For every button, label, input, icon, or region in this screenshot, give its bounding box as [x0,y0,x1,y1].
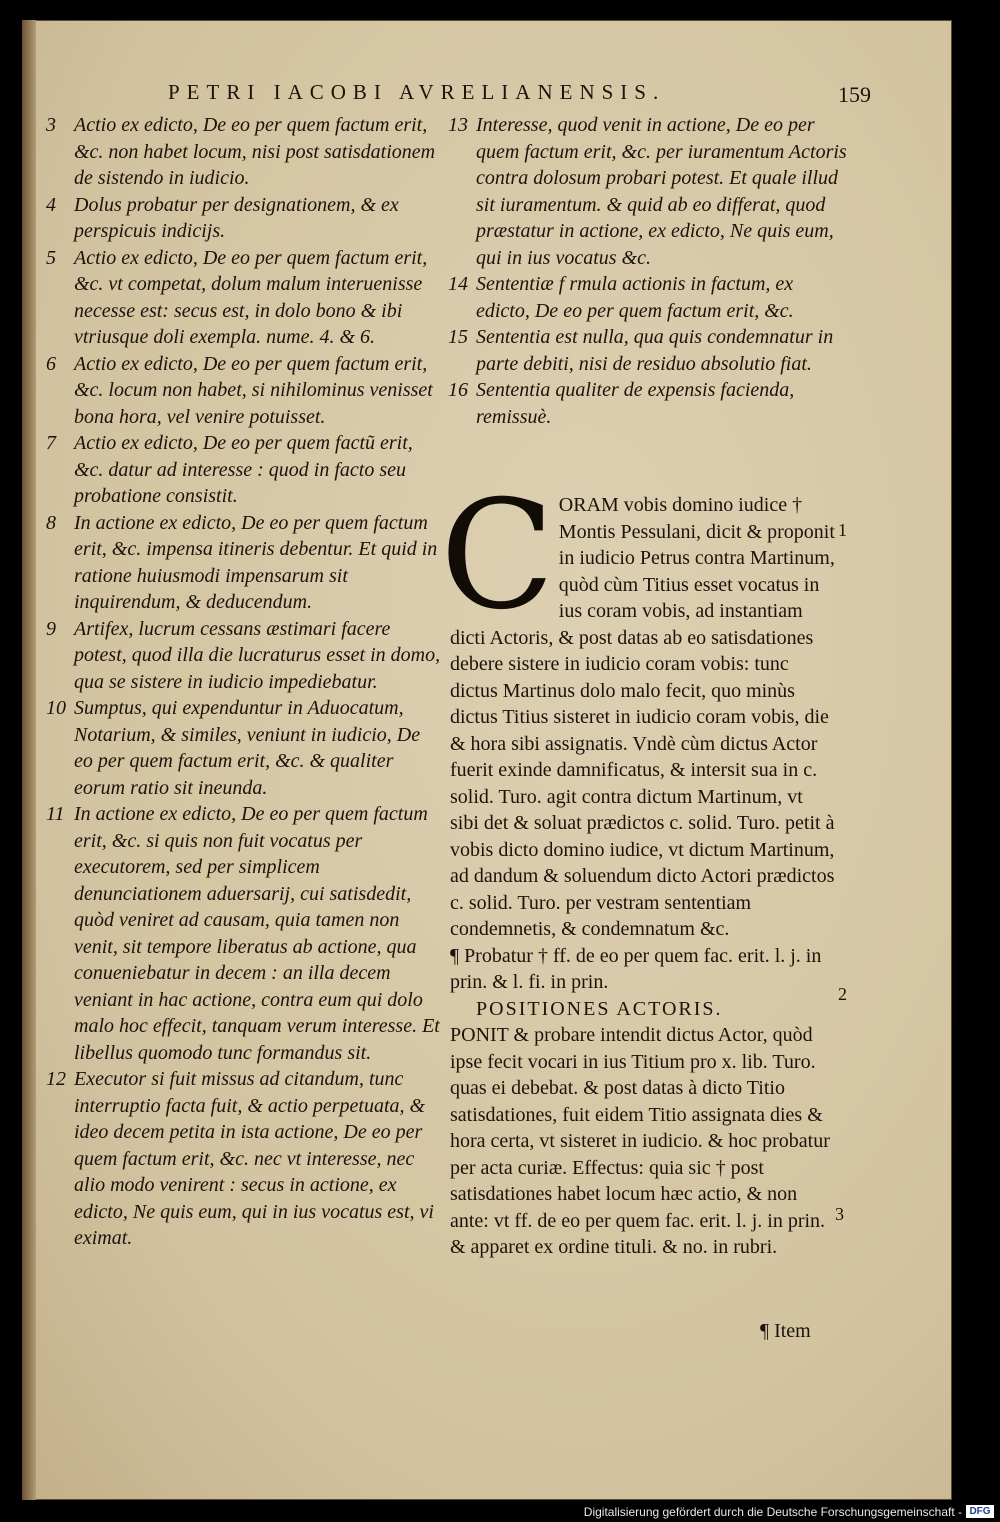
section-heading: POSITIONES ACTORIS. [476,997,723,1020]
paragraph-proof: ¶ Probatur † ff. de eo per quem fac. erit. l. j. in prin. & l. fi. in prin. [450,944,822,993]
summary-column-right [448,112,848,430]
summary-text: In actione ex edicto, De eo per quem factum erit, &c. si quis non fuit vocatus per executorem, sed per simplicem denunciationem aduersarij, cui satisdedit, quòd veniret ad causam, quia tamen non venit, sit tempore liberatus ab actione, qua conueniebatur in decem : an illa decem veniant in hac actione, contra eum qui dolo malo hoc effecit, tanquam verum interesse. Et libellus quomodo tunc formandus sit. [74,803,440,1064]
summary-entry [46,112,441,192]
summary-number: 8 [46,511,56,534]
summary-text: Sententia qualiter de expensis facienda, remissuè. [476,379,795,428]
running-head: PETRI IACOBI AVRELIANENSIS. [168,80,666,104]
summary-number: 13 [448,114,468,136]
summary-number: 10 [46,697,66,719]
summary-number: 9 [46,617,56,640]
drop-capital: C [440,469,555,643]
summary-column-left [46,112,441,1252]
summary-number: 16 [448,379,468,401]
summary-text: Executor si fuit missus ad citandum, tunc interruptio facta fuit, & actio perpetuata, & ideo decem petita in ista actione, De eo per quem factum erit, &c. nec vt interesse, nec alio modo venirent : secus in actione, ex edicto, Ne quis eum, qui in ius vocatus est, vi eximat. [74,1068,434,1249]
summary-number: 11 [46,803,65,825]
summary-entry [46,245,441,351]
summary-text: Interesse, quod venit in actione, De eo per quem factum erit, &c. per iuramentum Actoris contra dolosum probari potest. Et quale illud sit iuramentum. & quid ab eo differat, quod præstatur in actione, ex edicto, Ne quis eum, qui in ius vocatus &c. [476,114,847,269]
summary-entry [46,801,441,1066]
summary-text: Actio ex edicto, De eo per quem factum erit, &c. non habet locum, nisi post satisdationem de sistendo in iudicio. [74,114,436,189]
summary-text: Sumptus, qui expenduntur in Aduocatum, Notarium, & similes, veniunt in iudicio, De eo per quem factum erit, &c. & qualiter eorum ratio sit ineunda. [74,697,421,799]
paragraph-positions: PONIT & probare intendit dictus Actor, quòd ipse fecit vocari in ius Titium pro x. lib. Turo. quas ei debebat. & post datas à dicto Titio satisdationes, fuit eidem Titio assignata dies & hora certa, vt sisteret in iudicio. & hoc probatur per acta curiæ. Effectus: quia sic † post satisdationes habet locum hæc actio, & non ante: vt ff. de eo per quem fac. erit. l. j. in prin. & apparet ex ordine tituli. & no. in rubri. [450,1024,830,1258]
page-gutter-shadow [22,20,36,1500]
summary-text: Sententia est nulla, qua quis condemnatur in parte debiti, nisi de residuo absolutio fiat. [476,326,834,375]
summary-number: 3 [46,114,56,136]
summary-text: Actio ex edicto, De eo per quem factũ erit, &c. datur ad interesse : quod in facto seu probatione consistit. [74,432,413,507]
summary-number: 12 [46,1068,66,1090]
summary-entry [448,377,848,430]
catchword: ¶ Item [760,1320,811,1342]
summary-entry [46,695,441,801]
main-text [440,469,835,1261]
summary-entry [448,271,848,324]
summary-text: Artifex, lucrum cessans æstimari facere potest, quod illa die lucraturus esset in domo, qua se sistere in iudicio impediebatur. [74,617,441,693]
summary-number: 5 [46,246,56,269]
summary-number: 15 [448,326,468,348]
summary-number: 14 [448,273,468,295]
summary-entry [46,510,441,616]
summary-entry [46,351,441,431]
summary-number: 6 [46,352,56,375]
summary-entry [46,1066,441,1252]
paragraph-petition: ORAM vobis domino iudice † Montis Pessulani, dicit & proponit in iudicio Petrus contra Martinum, quòd cùm Titius esset vocatus in ius coram vobis, ad instantiam dicti Actoris, & post datas ab eo satisdationes debere sistere in iudicio coram vobis: tunc dictus Martinus dolo malo fecit, quo minùs dictus Titius sisteret in iudicio coram vobis, die & hora sibi assignatis. Vndè cùm dictus Actor fuerit exinde damnificatus, & intersit sua in c. solid. Turo. agit contra dictum Martinum, vt sibi det & soluat prædictos c. solid. Turo. petit à vobis dicto domino iudice, vt dictum Martinum, ad dandum & soluendum dicto Actori prædictos c. solid. Turo. per vestram sententiam condemnetis, & condemnatum &c. [450,494,835,940]
summary-number: 7 [46,432,56,454]
summary-entry [448,324,848,377]
summary-entry [448,112,848,271]
summary-entry [46,616,441,696]
page-number: 159 [838,82,871,107]
funding-credit: Digitalisierung gefördert durch die Deutsche Forschungsgemeinschaft - [583,1505,962,1519]
summary-text: In actione ex edicto, De eo per quem factum erit, &c. impensa itineris debentur. Et quid in ratione huiusmodi impensarum sit inquirendum, & deducendum. [74,511,438,613]
margin-note: 2 [838,984,847,1004]
summary-text: Dolus probatur per designationem, & ex perspicuis indicijs. [74,193,399,242]
margin-note: 1 [838,520,847,540]
summary-text: Actio ex edicto, De eo per quem factum erit, &c. locum non habet, si nihilominus venisset bona hora, vel venire potuisset. [74,352,433,428]
margin-note: 3 [835,1204,844,1224]
summary-number: 4 [46,193,56,216]
dfg-logo: DFG [966,1505,994,1518]
summary-text: Sententiæ f rmula actionis in factum, ex edicto, De eo per quem factum erit, &c. [476,273,794,322]
summary-text: Actio ex edicto, De eo per quem factum erit, &c. vt competat, dolum malum interuenisse necesse est: secus est, in dolo bono & ibi vtriusque doli exempla. nume. 4. & 6. [74,246,428,348]
summary-entry [46,430,441,510]
summary-entry [46,192,441,245]
